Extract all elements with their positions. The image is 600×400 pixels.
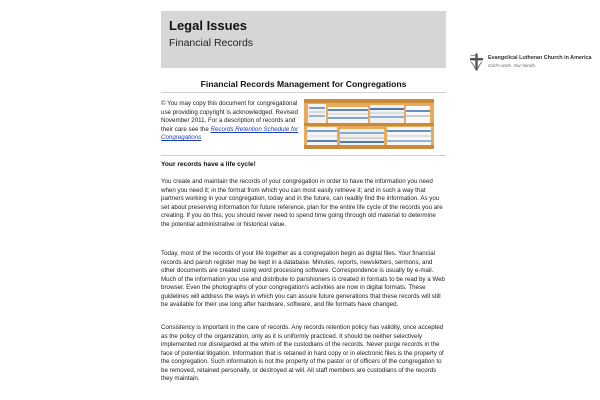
body-paragraph: Today, most of the records of your life together as a congregation begin as digital files. Your financial records and parish register may be kept in a database. Minutes, reports, newsletters, sermons, and other documents are created using word processing software. Correspondence is usually by e-mail. Much of the information you use and distribute to parishioners is created in formats to be read by a Web browser. Even the photographs of your congregation's activities are now in digital formats. These guidelines will address the ways in which you can assure future generations that these records will still be available for their use long after hardware, software, and file formats have changed. <box>161 250 445 308</box>
body-paragraph: You create and maintain the records of your congregation in order to have the information you need when you need it; in the format from which you can most easily retrieve it; and in such a way that partners working in your congregation, today and in the future, can readily find the information. As you set about preserving information for future reference, plan for the entire life cycle of the records you are creating. If you do this, you should never need to spend time going through old material to determine the potential administrative or historical value. <box>161 178 443 228</box>
logo-name: Evangelical Lutheran Church in America <box>488 55 592 61</box>
divider <box>161 155 446 156</box>
intro-copyright <box>161 100 303 143</box>
shelf-of-files-image <box>304 99 434 149</box>
logo-tagline: God's work. Our hands. <box>488 63 537 68</box>
divider <box>161 92 446 93</box>
intro-text: © You may copy this document for congregational use providing copyright is acknowledged. Revised November 2011. For a description of records and their care see the <box>161 100 298 133</box>
body-paragraph: Consistency is important in the care of records. Any records retention policy has validity, once accepted as the policy of the organization, only as it is uniformly practiced. It should be neither selectively implemented nor disregarded at the whim of the custodians of the records. Never purge records in the face of potential litigation. Information that is retained in hard copy or in electronic files is the property of the congregation. Such information is not the property of the pastor or of officers of the congregation to be removed, retained personally, or destroyed at will. All staff members are custodians of the records they maintain. <box>161 324 444 382</box>
subcategory-title: Financial Records <box>169 37 254 49</box>
records-retention-link[interactable]: Records Retention Schedule for Congregations <box>161 125 299 142</box>
document-title: Financial Records Management for Congregations <box>200 79 407 89</box>
header-band <box>161 11 592 68</box>
section-heading: Your records have a life cycle! <box>161 161 256 168</box>
cross-logo-icon <box>469 53 484 71</box>
elca-logo <box>466 50 592 75</box>
category-title: Legal Issues <box>169 18 248 33</box>
